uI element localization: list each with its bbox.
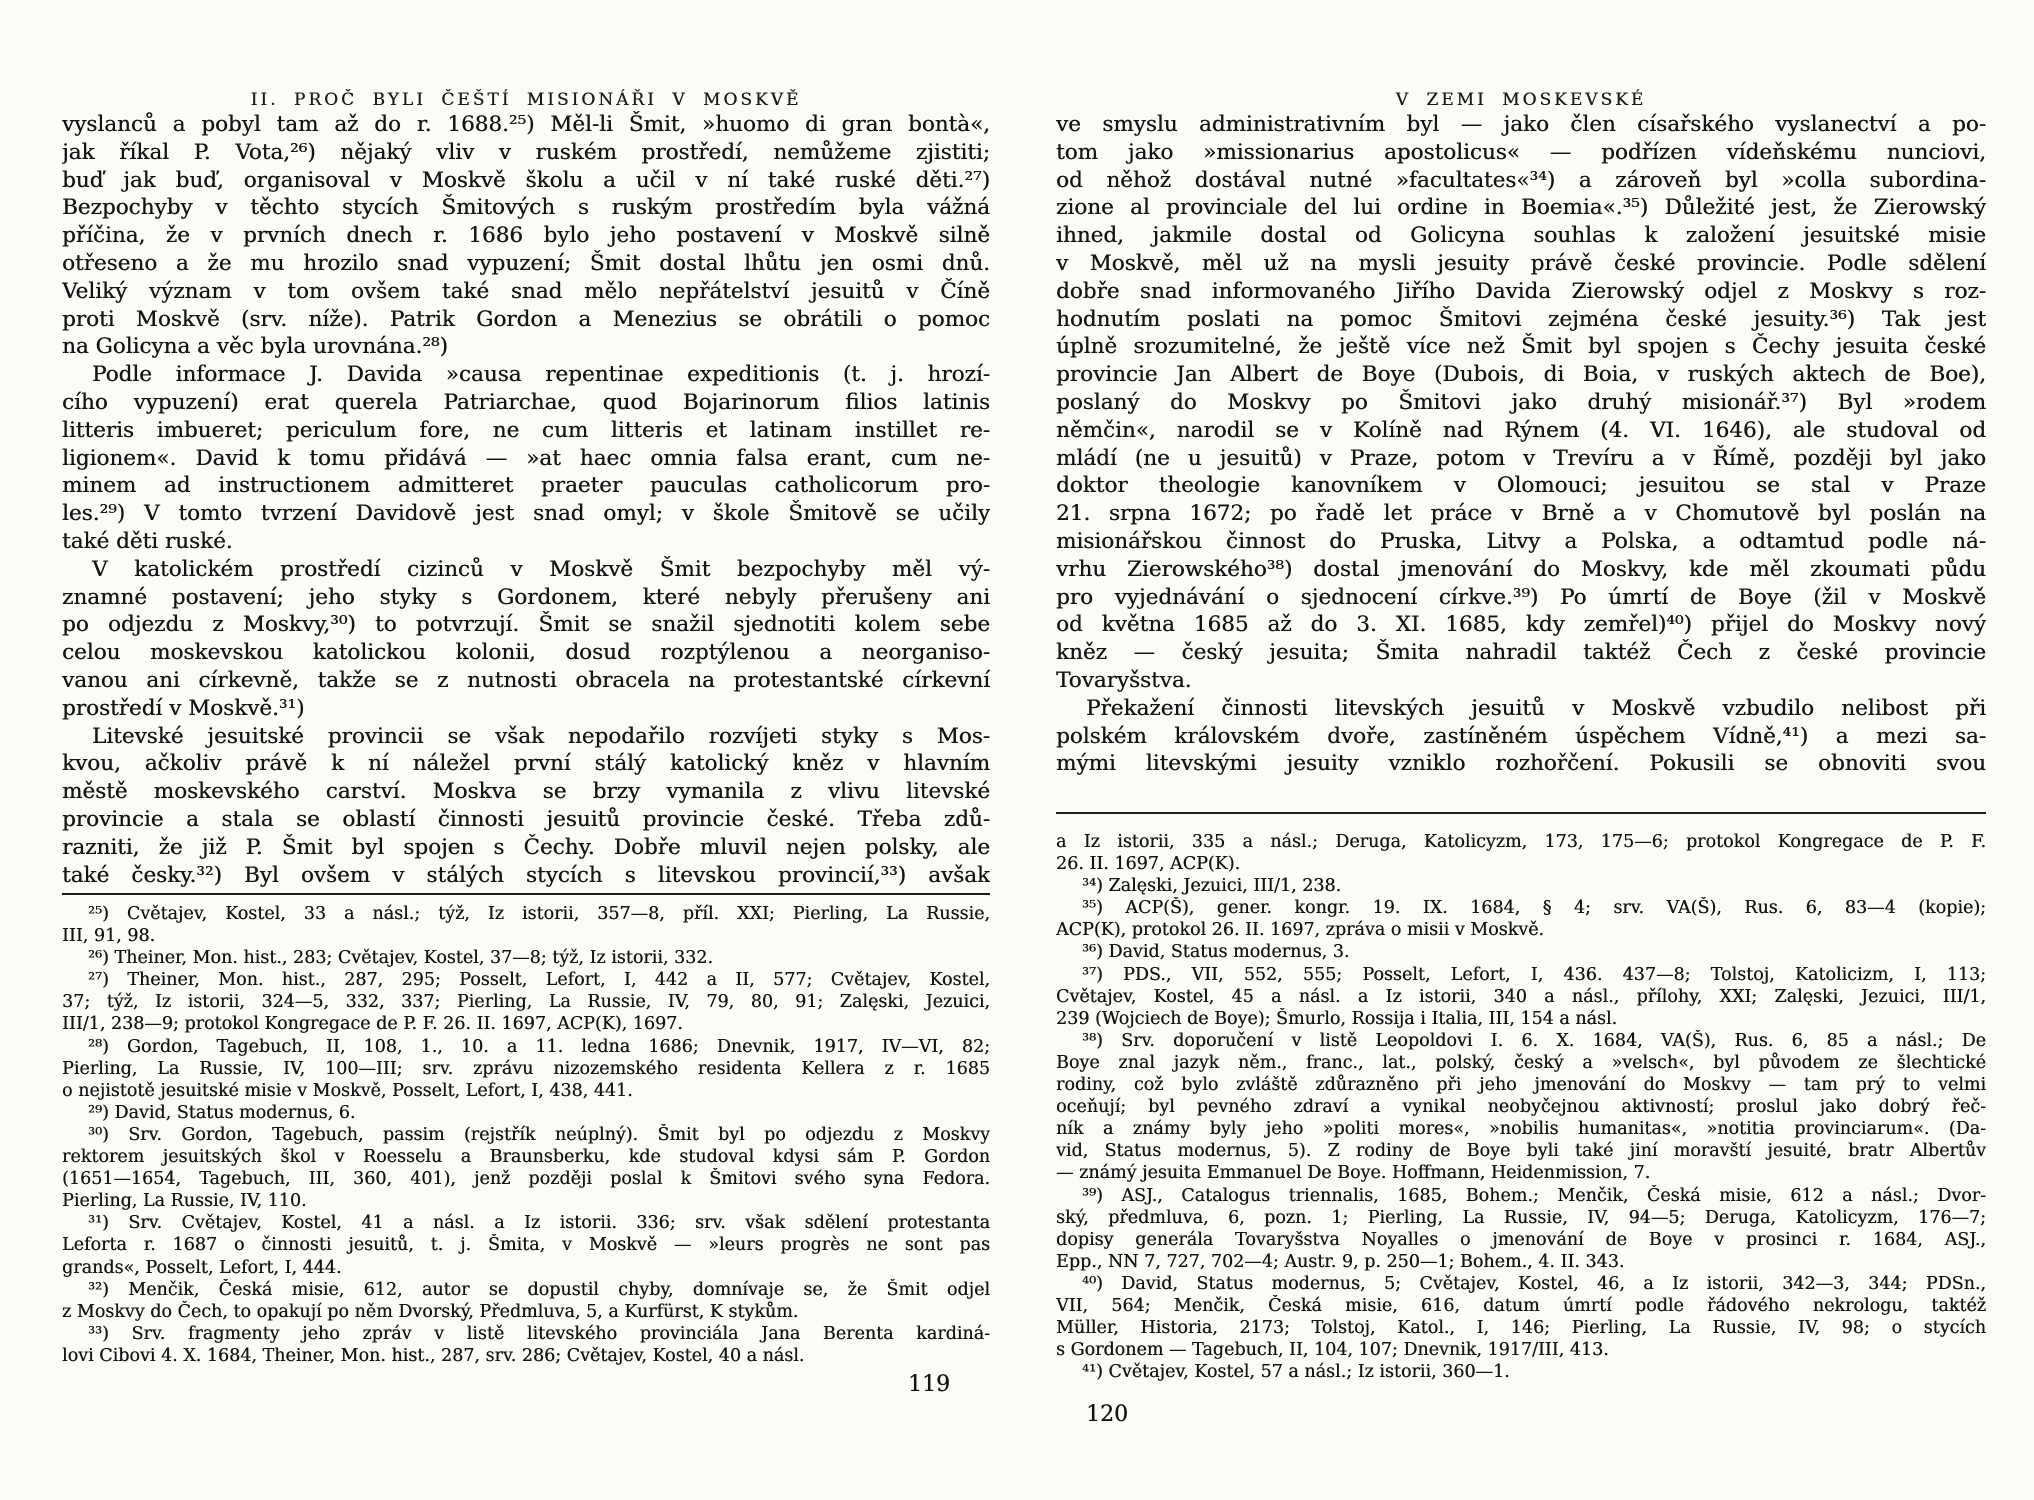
text-line: 239 (Wojciech de Boye); Šmurlo, Rossija i Italia, III, 154 a násl. — [1056, 1008, 1618, 1029]
text-line: mými litevskými jesuity vzniklo rozhořčení. Pokusili se obnoviti svou — [1056, 751, 1986, 777]
text-line: hodnutím poslati na pomoc Šmitovi zejména české jesuity.³⁶) Tak jest — [1056, 306, 1986, 332]
text-line: ³⁵) ACP(Š), gener. kongr. 19. IX. 1684, § 4; srv. VA(Š), Rus. 6, 83—4 (kopie); — [1082, 898, 1986, 919]
text-line: VII, 564; Menčik, Česká misie, 616, datum úmrtí podle řádového nekrologu, taktéž — [1056, 1295, 1986, 1316]
text-line: kvou, ačkoliv právě k ní náležel první stálý katolický kněz v hlavním — [62, 751, 990, 777]
text-line: v Moskvě, měl už na mysli jesuity právě české provincie. Podle sdělení — [1056, 250, 1986, 276]
text-line: Leforta r. 1687 o činnosti jesuitů, t. j. Šmita, v Moskvě — »leurs progrès ne sont pas — [62, 1235, 990, 1256]
text-line: ³³) Srv. fragmenty jeho zpráv v listě litevského provinciála Jana Berenta kardiná- — [88, 1323, 990, 1344]
text-line: znamné postavení; jeho styky s Gordonem, které nebyly přerušeny ani — [62, 584, 990, 610]
text-line: Boye znal jazyk něm., franc., lat., polský, český a »velsch«, byl původem ze šlechtické — [1056, 1052, 1986, 1073]
text-line: vyslanců a pobyl tam až do r. 1688.²⁵) Měl-li Šmit, »huomo di gran bontà«, — [62, 112, 990, 137]
text-line: Veliký význam v tom ovšem také snad mělo nepřátelství jesuitů v Číně — [62, 278, 990, 304]
text-line: s Gordonem — Tagebuch, II, 104, 107; Dnevnik, 1917/III, 413. — [1056, 1340, 1609, 1361]
text-line: zione al provinciale del lui ordine in Boemia«.³⁵) Důležité jest, že Zierowský — [1056, 195, 1986, 221]
page-number-left: 119 — [908, 1372, 950, 1397]
text-line: ACP(K), protokol 26. II. 1697, zpráva o misii v Moskvě. — [1056, 920, 1545, 941]
text-line: V katolickém prostředí cizinců v Moskvě Šmit bezpochyby měl vý- — [92, 556, 990, 582]
text-line: proti Moskvě (srv. níže). Patrik Gordon a Menezius se obrátili o pomoc — [62, 306, 990, 332]
text-line: prostředí v Moskvě.³¹) — [62, 695, 305, 721]
text-line: také česky.³²) Byl ovšem v stálých stycích s litevskou provincií,³³) avšak — [62, 862, 990, 888]
text-line: polském královském dvoře, zastíněném úspěchem Vídně,⁴¹) a mezi sa- — [1056, 723, 1986, 749]
text-line: buď jak buď, organisoval v Moskvě školu a učil v ní také ruské děti.²⁷) — [62, 167, 990, 193]
text-line: také děti ruské. — [62, 528, 233, 554]
text-line: pro vyjednávání o sjednocení církve.³⁹) Po úmrtí de Boye (žil v Moskvě — [1056, 584, 1986, 610]
text-line: němčin«, narodil se v Kolíně nad Rýnem (4. VI. 1646), ale studoval od — [1056, 417, 1986, 443]
text-line: cího vypuzení) erat querela Patriarchae, quod Bojarinorum filios latinis — [62, 389, 990, 415]
text-line: poslaný do Moskvy po Šmitovi jako druhý misionář.³⁷) Byl »rodem — [1056, 389, 1986, 415]
text-line: kněz — český jesuita; Šmita nahradil taktéž Čech z české provincie — [1056, 640, 1986, 666]
text-line: a Iz istorii, 335 a násl.; Deruga, Katolicyzm, 173, 175—6; protokol Kongregace de P. F. — [1056, 832, 1986, 852]
text-line: ⁴⁰) David, Status modernus, 5; Cvětajev, Kostel, 46, a Iz istorii, 342—3, 344; PDSn., — [1082, 1273, 1986, 1294]
text-line: ²⁹) David, Status modernus, 6. — [88, 1102, 356, 1123]
text-line: ²⁷) Theiner, Mon. hist., 287, 295; Posselt, Lefort, I, 442 a II, 577; Cvětajev, Kostel, — [88, 970, 990, 991]
page-right — [1056, 0, 1986, 1500]
text-line: Epp., NN 7, 727, 702—4; Austr. 9, p. 250—1; Bohem., 4. II. 343. — [1056, 1251, 1625, 1272]
text-line: vrhu Zierowského³⁸) dostal jmenování do Moskvy, kde měl zkoumati půdu — [1056, 556, 1986, 582]
text-line: 37; týž, Iz istorii, 324—5, 332, 337; Pierling, La Russie, IV, 79, 80, 91; Zalęski, Jezuici, — [62, 992, 990, 1013]
text-line: ³⁶) David, Status modernus, 3. — [1082, 942, 1350, 963]
text-line: lovi Cibovi 4. X. 1684, Theiner, Mon. hist., 287, srv. 286; Cvětajev, Kostel, 40 a násl. — [62, 1345, 805, 1366]
text-line: 26. II. 1697, ACP(K). — [1056, 854, 1241, 875]
text-line: doktor theologie kanovníkem v Olomouci; jesuitou se stal v Praze — [1056, 473, 1986, 499]
text-line: misionářskou činnost do Pruska, Litvy a Polska, a odtamtud podle ná- — [1056, 528, 1986, 554]
text-line: ²⁵) Cvětajev, Kostel, 33 a násl.; týž, Iz istorii, 357—8, příl. XXI; Pierling, La Russie, — [88, 904, 990, 924]
footnote-rule-left — [62, 893, 990, 895]
text-line: ³⁷) PDS., VII, 552, 555; Posselt, Lefort, I, 436. 437—8; Tolstoj, Katolicizm, I, 113; — [1082, 964, 1986, 985]
text-line: ³¹) Srv. Cvětajev, Kostel, 41 a násl. a Iz istorii. 336; srv. však sdělení protestanta — [88, 1213, 990, 1234]
text-line: dobře snad informovaného Jiřího Davida Zierowský odjel z Moskvy s roz- — [1056, 278, 1986, 304]
text-line: od května 1685 až do 3. XI. 1685, kdy zemřel)⁴⁰) přijel do Moskvy nový — [1056, 612, 1986, 638]
text-line: ²⁸) Gordon, Tagebuch, II, 108, 1., 10. a 11. ledna 1686; Dnevnik, 1917, IV—VI, 82; — [88, 1036, 990, 1057]
text-line: Cvětajev, Kostel, 45 a násl. a Iz istorii, 340 a násl., přílohy, XXI; Zalęski, Jezuici, III/1, — [1056, 986, 1986, 1007]
text-line: dopisy generála Tovaryšstva Noyalles o jmenování de Boye v prosinci r. 1684, ASJ., — [1056, 1229, 1986, 1250]
text-line: Tovaryšstva. — [1056, 667, 1192, 693]
text-line: Müller, Historia, 2173; Tolstoj, Katol., I, 146; Pierling, La Russie, IV, 98; o stycích — [1056, 1318, 1986, 1339]
text-line: celou moskevskou katolickou kolonii, dosud rozptýlenou a neorganiso- — [62, 640, 990, 666]
text-line: ligionem«. David k tomu přidává — »at haec omnia falsa erant, cum ne- — [62, 445, 990, 471]
text-line: litteris imbueret; periculum fore, ne cum litteris et latinam instillet re- — [62, 417, 990, 443]
text-line: Bezpochyby v těchto stycích Šmitových s ruským prostředím byla vážná — [62, 195, 990, 221]
text-line: úplně srozumitelné, že ještě více než Šmit byl spojen s Čechy jesuita české — [1056, 334, 1986, 360]
text-line: příčina, že v prvních dnech r. 1686 bylo jeho postavení v Moskvě silně — [62, 223, 990, 249]
text-line: ³²) Menčik, Česká misie, 612, autor se dopustil chyby, domnívaje se, že Šmit odjel — [88, 1279, 990, 1300]
text-line: provincie a stala se oblastí činnosti jesuitů provincie české. Třeba zdů- — [62, 806, 990, 832]
text-line: 21. srpna 1672; po řadě let práce v Brně a v Chomutově byl poslán na — [1056, 501, 1986, 527]
text-line: ník a známy byly jeho »politi mores«, »nobilis humanitas«, »notitia provinciarum«. (Da- — [1056, 1119, 1986, 1140]
text-line: razniti, že již P. Šmit byl spojen s Čechy. Dobře mluvil nejen polsky, ale — [62, 834, 990, 860]
text-line: ihned, jakmile dostal od Golicyna souhlas k založení jesuitské misie — [1056, 223, 1986, 249]
text-line: ³⁰) Srv. Gordon, Tagebuch, passim (rejstřík neúplný). Šmit byl po odjezdu z Moskvy — [88, 1124, 990, 1145]
text-line: vanou ani církevně, takže se z nutnosti obracela na protestantské církevní — [62, 667, 990, 693]
text-line: Podle informace J. Davida »causa repentinae expeditionis (t. j. hrozí- — [92, 362, 990, 388]
text-line: Překažení činnosti litevských jesuitů v Moskvě vzbudilo nelibost při — [1086, 695, 1986, 721]
footnotes-left — [62, 903, 990, 1367]
text-line: ³⁴) Zalęski, Jezuici, III/1, 238. — [1082, 876, 1342, 897]
text-line: Litevské jesuitské provincii se však nepodařilo rozvíjeti styky s Mos- — [92, 723, 990, 749]
running-head-right: V ZEMI MOSKEVSKÉ — [1395, 90, 1647, 110]
page-left — [62, 0, 990, 1500]
body-text-left — [62, 111, 990, 889]
text-line: III/1, 238—9; protokol Kongregace de P. F. 26. II. 1697, ACP(K), 1697. — [62, 1014, 683, 1035]
text-line: — známý jesuita Emmanuel De Boye. Hoffmann, Heidenmission, 7. — [1056, 1163, 1651, 1184]
text-line: minem ad instructionem admitteret praeter pauculas catholicorum pro- — [62, 473, 990, 499]
text-line: ²⁶) Theiner, Mon. hist., 283; Cvětajev, Kostel, 37—8; týž, Iz istorii, 332. — [88, 948, 713, 969]
text-line: ⁴¹) Cvětajev, Kostel, 57 a násl.; Iz istorii, 360—1. — [1082, 1362, 1510, 1383]
text-line: rodiny, což bylo zvláště zdůrazněno při jeho jmenování do Moskvy — tam prý to velmi — [1056, 1075, 1986, 1096]
footnotes-right — [1056, 831, 1986, 1383]
text-line: ³⁸) Srv. doporučení v listě Leopoldovi I. 6. X. 1684, VA(Š), Rus. 6, 85 a násl.; De — [1082, 1030, 1986, 1051]
text-line: oceňují; byl pevného zdraví a vynikal neobyčejnou aktivností; proslul jako dobrý řeč- — [1056, 1097, 1986, 1118]
text-line: ský, předmluva, 6, pozn. 1; Pierling, La Russie, IV, 94—5; Deruga, Katolicyzm, 176—7; — [1056, 1207, 1986, 1228]
text-line: tom jako »missionarius apostolicus« — podřízen vídeňskému nunciovi, — [1056, 139, 1986, 165]
body-text-right — [1056, 111, 1986, 778]
text-line: po odjezdu z Moskvy,³⁰) to potvrzují. Šmit se snažil sjednotiti kolem sebe — [62, 612, 990, 638]
text-line: (1651—1654, Tagebuch, III, 360, 401), jenž později poslal k Šmitovi svého syna Fedora. — [62, 1169, 990, 1190]
running-head-left: II. PROČ BYLI ČEŠTÍ MISIONÁŘI V MOSKVĚ — [250, 90, 802, 110]
text-line: jak říkal P. Vota,²⁶) nějaký vliv v ruském prostředí, nemůžeme zjistiti; — [62, 139, 990, 165]
text-line: na Golicyna a věc byla urovnána.²⁸) — [62, 334, 448, 360]
text-line: od něhož dostával nutné »facultates«³⁴) a zároveň byl »colla subordina- — [1056, 167, 1986, 193]
text-line: otřeseno a že mu hrozilo snad vypuzení; Šmit dostal lhůtu jen osmi dnů. — [62, 250, 990, 276]
text-line: o nejistotě jesuitské misie v Moskvě, Posselt, Lefort, I, 438, 441. — [62, 1080, 633, 1101]
text-line: Pierling, La Russie, IV, 110. — [62, 1191, 307, 1212]
text-line: vid, Status modernus, 5). Z rodiny de Boye byli také jiní moravští jesuité, bratr Albertův — [1056, 1141, 1986, 1162]
page-number-right: 120 — [1086, 1402, 1128, 1427]
text-line: grands«, Posselt, Lefort, I, 444. — [62, 1257, 342, 1278]
text-line: městě moskevského carství. Moskva se brzy vymanila z vlivu litevské — [62, 779, 990, 805]
text-line: mládí (ne u jesuitů) v Praze, potom v Trevíru a v Římě, později byl jako — [1056, 445, 1986, 471]
text-line: les.²⁹) V tomto tvrzení Davidově jest snad omyl; v škole Šmitově se učily — [62, 501, 990, 527]
text-line: III, 91, 98. — [62, 926, 156, 947]
footnote-rule-right — [1056, 812, 1986, 814]
text-line: ve smyslu administrativním byl — jako člen císařského vyslanectví a po- — [1056, 112, 1986, 137]
text-line: rektorem jesuitských škol v Roesselu a Braunsberku, kde studoval kdysi sám P. Gordon — [62, 1147, 990, 1168]
text-line: z Moskvy do Čech, to opakují po něm Dvorský, Předmluva, 5, a Kurfürst, K stykům. — [62, 1301, 799, 1322]
text-line: Pierling, La Russie, IV, 100—III; srv. zprávu nizozemského residenta Kellera z r. 1685 — [62, 1058, 990, 1079]
text-line: provincie Jan Albert de Boye (Dubois, di Boia, v ruských aktech de Boe), — [1056, 362, 1986, 388]
text-line: ³⁹) ASJ., Catalogus triennalis, 1685, Bohem.; Menčik, Česká misie, 612 a násl.; Dvor- — [1082, 1185, 1986, 1206]
